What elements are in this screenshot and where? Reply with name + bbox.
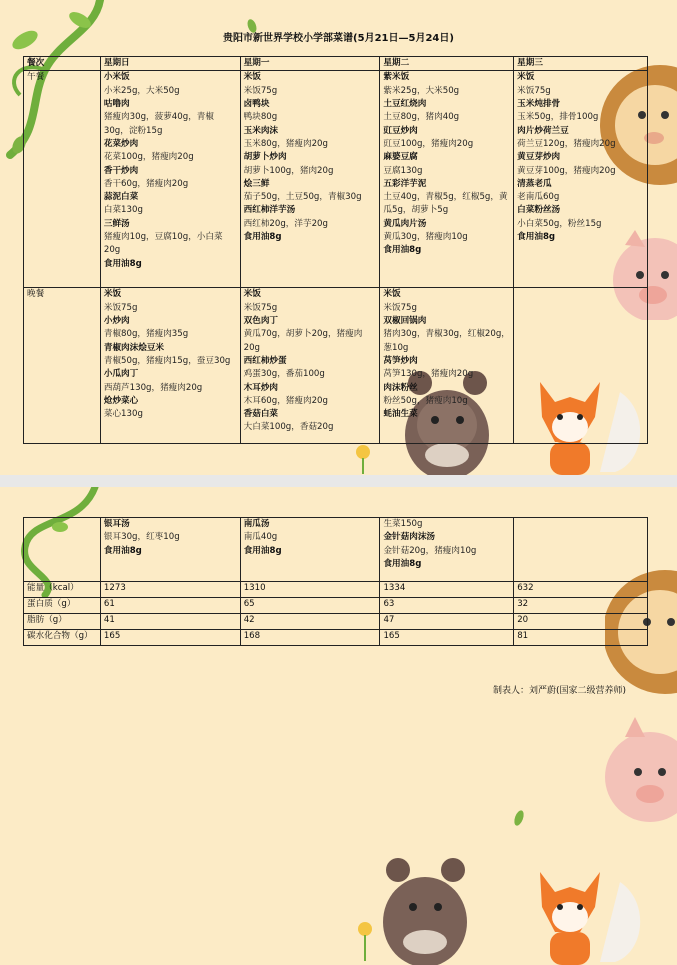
dish-ingredients: 荷兰豆120g，猪瘦肉20g — [517, 138, 616, 149]
dish-ingredients: 花菜100g，猪瘦肉20g — [103, 152, 194, 163]
dish-name: 炝炒菜心 — [103, 395, 139, 406]
dish-ingredients: 米饭75g — [243, 302, 278, 313]
nutrition-label: 能量（kcal） — [24, 582, 101, 598]
dish-name: 土豆红烧肉 — [383, 98, 427, 109]
page-title: 贵阳市新世界学校小学部菜谱(5月21日—5月24日) — [223, 33, 454, 44]
dish-ingredients: 猪肉30g，青椒30g，红椒20g，葱10g — [383, 329, 510, 353]
dish-name: 青椒肉沫烩豆米 — [103, 342, 165, 353]
menu-cell — [100, 288, 240, 444]
flower-icon — [350, 917, 380, 962]
dish-name: 小米饭 — [103, 72, 130, 83]
dish-ingredients: 米饭75g — [243, 85, 278, 96]
menu-cell — [380, 71, 514, 288]
flower-icon — [348, 440, 378, 475]
nutrition-row-carbs — [24, 630, 648, 646]
dish-name: 食用油8g — [383, 558, 422, 569]
dish-name: 蒜泥白菜 — [103, 192, 139, 203]
dish-name: 米饭 — [383, 289, 401, 300]
dish-ingredients: 白菜130g — [103, 205, 143, 216]
leaf-icon — [512, 809, 526, 827]
nutrition-value: 41 — [100, 614, 240, 630]
dish-ingredients: 木耳60g，猪瘦肉20g — [243, 395, 328, 406]
dish-name: 卤鸭块 — [243, 98, 270, 109]
nutrition-value: 168 — [240, 630, 380, 646]
menu-page-2 — [0, 487, 677, 965]
nutrition-row-protein — [24, 598, 648, 614]
dish-ingredients: 南瓜40g — [243, 532, 278, 543]
dish-name: 食用油8g — [383, 245, 422, 256]
dish-name: 胡萝卜炒肉 — [243, 152, 287, 163]
dinner-row-continued — [24, 518, 648, 582]
dish-name: 金针菇肉沫汤 — [383, 532, 436, 543]
menu-cell — [380, 518, 514, 582]
dish-ingredients: 香干60g，猪瘦肉20g — [103, 178, 189, 189]
dish-name: 玉米炖排骨 — [517, 98, 561, 109]
dish-ingredients: 米饭75g — [103, 302, 138, 313]
dish-name: 食用油8g — [103, 258, 142, 269]
table-author: 制表人：刘严蔚(国家二级营养师) — [493, 686, 627, 696]
menu-cell — [514, 71, 648, 288]
dish-name: 食用油8g — [243, 232, 282, 243]
dish-name: 肉沫粉丝 — [383, 382, 418, 393]
dish-name: 五彩洋芋泥 — [383, 178, 427, 189]
lunch-row — [24, 71, 648, 288]
header-cell: 星期二 — [380, 57, 514, 71]
menu-page-1 — [0, 0, 677, 475]
dish-name: 花菜炒肉 — [103, 138, 139, 149]
dish-ingredients: 青椒80g，猪瘦肉35g — [103, 329, 189, 340]
bear-illustration — [378, 852, 473, 965]
dish-ingredients: 青椒50g，猪瘦肉15g，蚕豆30g — [103, 355, 231, 366]
dish-ingredients: 玉米50g，排骨100g — [517, 112, 599, 123]
dish-name: 银耳汤 — [103, 519, 130, 529]
dish-ingredients: 大白菜100g，香菇20g — [243, 422, 334, 433]
pig-illustration — [590, 712, 677, 832]
dish-ingredients: 老南瓜60g — [517, 192, 560, 203]
dish-name: 白菜粉丝汤 — [517, 205, 561, 216]
dish-ingredients: 玉米80g，猪瘦肉20g — [243, 138, 328, 149]
nutrition-value: 65 — [240, 598, 380, 614]
dish-ingredients: 豆腐130g — [383, 165, 423, 176]
dish-name: 玉米肉沫 — [243, 125, 279, 136]
dish-name: 豇豆炒肉 — [383, 125, 418, 136]
meal-label: 午餐 — [24, 71, 101, 288]
dish-name: 西红柿洋芋汤 — [243, 205, 296, 216]
nutrition-value: 63 — [380, 598, 514, 614]
dish-ingredients: 莴笋130g，猪瘦肉20g — [383, 369, 474, 380]
dish-ingredients: 粉丝50g，猪瘦肉10g — [383, 395, 468, 406]
dish-ingredients: 鸡蛋30g，番茄100g — [243, 369, 325, 380]
dish-name: 烩三鲜 — [243, 178, 270, 189]
dish-ingredients: 金针菇20g，猪瘦肉10g — [383, 545, 477, 556]
nutrition-row-fat — [24, 614, 648, 630]
nutrition-value: 1334 — [380, 582, 514, 598]
nutrition-value: 47 — [380, 614, 514, 630]
dish-ingredients: 紫米25g，大米50g — [383, 85, 460, 96]
menu-cell — [240, 518, 380, 582]
dish-name: 小炒肉 — [103, 315, 130, 326]
dish-name: 香干炒肉 — [103, 165, 139, 176]
dish-ingredients: 小白菜50g，粉丝15g — [517, 218, 602, 229]
menu-cell — [100, 71, 240, 288]
dish-ingredients: 小米25g，大米50g — [103, 85, 180, 96]
nutrition-label: 脂肪（g） — [24, 614, 101, 630]
dish-name: 木耳炒肉 — [243, 382, 279, 393]
dish-name: 双色肉丁 — [243, 315, 279, 326]
header-cell: 星期日 — [100, 57, 240, 71]
dish-ingredients: 生菜150g — [383, 519, 423, 529]
menu-table-continued — [23, 517, 648, 646]
dish-ingredients: 米饭75g — [383, 302, 417, 313]
fox-illustration — [520, 862, 650, 965]
dish-name: 三鲜汤 — [103, 218, 130, 229]
dish-name: 麻婆豆腐 — [383, 152, 418, 163]
dish-name: 双椒回锅肉 — [383, 315, 427, 326]
header-cell: 餐次 — [24, 57, 101, 71]
dish-name: 清蒸老瓜 — [517, 178, 552, 189]
dish-ingredients: 土豆80g，猪肉40g — [383, 112, 460, 123]
dish-name: 食用油8g — [243, 545, 282, 556]
dish-name: 紫米饭 — [383, 72, 410, 83]
nutrition-value: 81 — [514, 630, 648, 646]
menu-cell — [240, 71, 380, 288]
dish-ingredients: 菜心130g — [103, 409, 143, 420]
menu-cell — [514, 518, 648, 582]
dish-name: 食用油8g — [103, 545, 142, 556]
nutrition-value: 32 — [514, 598, 648, 614]
dish-ingredients: 黄豆芽100g，猪瘦肉20g — [517, 165, 616, 176]
menu-cell — [514, 288, 648, 444]
meal-label — [24, 518, 101, 582]
nutrition-value: 42 — [240, 614, 380, 630]
dinner-row — [24, 288, 648, 444]
dish-ingredients: 土豆40g，青椒5g，红椒5g，黄瓜5g，胡萝卜5g — [383, 192, 508, 216]
dish-ingredients: 胡萝卜100g，猪肉20g — [243, 165, 334, 176]
dish-name: 米饭 — [517, 72, 535, 83]
meal-label: 晚餐 — [24, 288, 101, 444]
nutrition-value: 61 — [100, 598, 240, 614]
nutrition-value: 632 — [514, 582, 648, 598]
dish-name: 西红柿炒蛋 — [243, 355, 287, 366]
nutrition-value: 165 — [100, 630, 240, 646]
dish-name: 黄豆芽炒肉 — [517, 152, 561, 163]
dish-name: 米饭 — [103, 289, 122, 300]
nutrition-row-energy — [24, 582, 648, 598]
dish-name: 香菇白菜 — [243, 409, 279, 420]
dish-name: 米饭 — [243, 72, 261, 83]
dish-name: 莴笋炒肉 — [383, 355, 418, 366]
dish-name: 食用油8g — [517, 232, 556, 243]
dish-name: 小瓜肉丁 — [103, 369, 139, 380]
header-row — [24, 57, 648, 71]
header-cell: 星期三 — [514, 57, 648, 71]
nutrition-value: 1273 — [100, 582, 240, 598]
dish-ingredients: 猪瘦肉30g，菠萝40g，青椒30g，淀粉15g — [103, 112, 214, 136]
dish-ingredients: 西葫芦130g，猪瘦肉20g — [103, 382, 203, 393]
dish-name: 肉片炒荷兰豆 — [517, 125, 569, 136]
menu-cell — [100, 518, 240, 582]
menu-table — [23, 56, 648, 444]
header-cell: 星期一 — [240, 57, 380, 71]
nutrition-value: 165 — [380, 630, 514, 646]
dish-ingredients: 猪瘦肉10g，豆腐10g，小白菜20g — [103, 232, 223, 256]
dish-name: 咕噜肉 — [103, 98, 130, 109]
nutrition-label: 蛋白质（g） — [24, 598, 101, 614]
dish-ingredients: 茄子50g，土豆50g，青椒30g — [243, 192, 362, 203]
dish-ingredients: 鸭块80g — [243, 112, 278, 123]
nutrition-value: 20 — [514, 614, 648, 630]
dish-name: 米饭 — [243, 289, 261, 300]
dish-ingredients: 豇豆100g，猪瘦肉20g — [383, 138, 474, 149]
dish-ingredients: 黄瓜70g，胡萝卜20g，猪瘦肉20g — [243, 329, 363, 353]
dish-ingredients: 银耳30g，红枣10g — [103, 532, 180, 543]
dish-ingredients: 黄瓜30g，猪瘦肉10g — [383, 232, 468, 243]
menu-cell — [380, 288, 514, 444]
nutrition-value: 1310 — [240, 582, 380, 598]
menu-cell — [240, 288, 380, 444]
dish-name: 蚝油生菜 — [383, 409, 418, 420]
dish-name: 黄瓜肉片汤 — [383, 218, 427, 229]
dish-ingredients: 西红柿20g，洋芋20g — [243, 218, 328, 229]
dish-ingredients: 米饭75g — [517, 85, 551, 96]
dish-name: 南瓜汤 — [243, 519, 270, 529]
nutrition-label: 碳水化合物（g） — [24, 630, 101, 646]
